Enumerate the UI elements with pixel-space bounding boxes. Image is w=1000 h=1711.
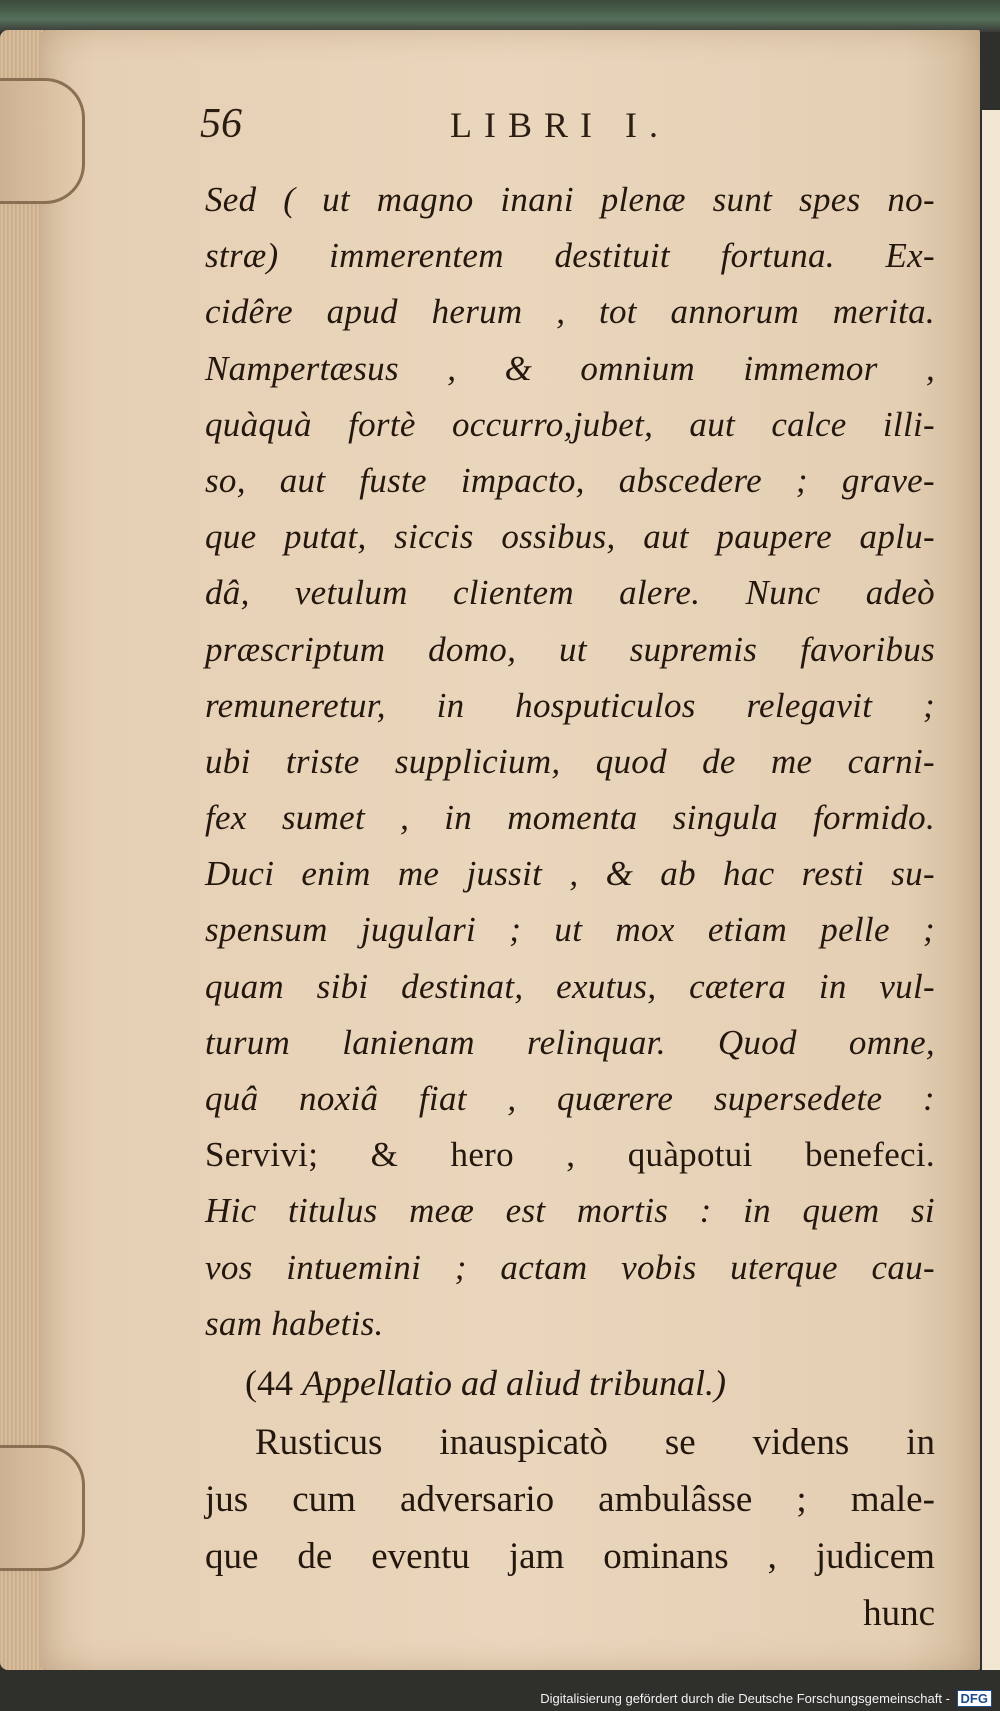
text-line: spensum jugulari ; ut mox etiam pelle ;: [205, 910, 935, 950]
text-line: quâ noxiâ fiat , quærere supersedete :: [205, 1079, 935, 1118]
text-line: quam sibi destinat, exutus, cætera in vul-: [205, 966, 935, 1006]
text-line: que putat, siccis ossibus, aut paupere aplu-: [205, 517, 935, 557]
text-line: Servivi; & hero , quàpotui benefeci.: [205, 1135, 935, 1175]
section-number: (44: [245, 1362, 293, 1403]
dfg-logo: DFG: [957, 1690, 992, 1707]
text-line: turum lanienam relinquar. Quod omne,: [205, 1022, 935, 1062]
section-title: Appellatio ad aliud tribunal.): [302, 1362, 726, 1403]
body-line: que de eventu jam ominans , judicem: [205, 1535, 935, 1577]
text-line: ubi triste supplicium, quod de me carni-: [205, 741, 935, 781]
page-text: [205, 172, 935, 1642]
text-line: Sed ( ut magno inani plenæ sunt spes no-: [205, 180, 935, 219]
section-heading: [205, 1352, 935, 1414]
text-lines: [205, 172, 935, 1352]
text-line: stræ) immerentem destituit fortuna. Ex-: [205, 236, 935, 276]
digitization-credit: [536, 1688, 996, 1709]
text-line: quàquà fortè occurro,jubet, aut calce illi-: [205, 404, 935, 444]
page-header: [200, 100, 920, 160]
body-line: jus cum adversario ambulâsse ; male-: [205, 1478, 935, 1520]
text-line: sam habetis.: [205, 1303, 384, 1343]
catchword: hunc: [863, 1592, 935, 1634]
page-stack-edge: [0, 30, 44, 1670]
text-line: remuneretur, in hosputiculos relegavit ;: [205, 685, 935, 725]
running-head: LIBRI I.: [450, 105, 670, 145]
page-number: 56: [200, 101, 242, 147]
body-line: Rusticus inauspicatò se videns in: [255, 1421, 935, 1463]
text-line: Hic titulus meæ est mortis : in quem si: [205, 1191, 935, 1231]
text-line: cidêre apud herum , tot annorum merita.: [205, 292, 935, 332]
text-line: so, aut fuste impacto, abscedere ; grave-: [205, 460, 935, 500]
text-line: Duci enim me jussit , & ab hac resti su-: [205, 854, 935, 894]
text-line: dâ, vetulum clientem alere. Nunc adeò: [205, 573, 935, 613]
facing-page-edge: [982, 110, 1000, 1670]
book-clasp-top: [0, 78, 85, 204]
credit-text: Digitalisierung gefördert durch die Deutsche Forschungsgemeinschaft -: [540, 1691, 950, 1706]
scan-top-strip: [0, 0, 1000, 32]
text-line: præscriptum domo, ut supremis favoribus: [205, 629, 935, 669]
body-lines: [205, 1414, 935, 1642]
text-line: vos intuemini ; actam vobis uterque cau-: [205, 1247, 935, 1287]
book-clasp-bottom: [0, 1445, 85, 1571]
text-line: Nampertæsus , & omnium immemor ,: [205, 348, 935, 388]
text-line: fex sumet , in momenta singula formido.: [205, 798, 935, 838]
